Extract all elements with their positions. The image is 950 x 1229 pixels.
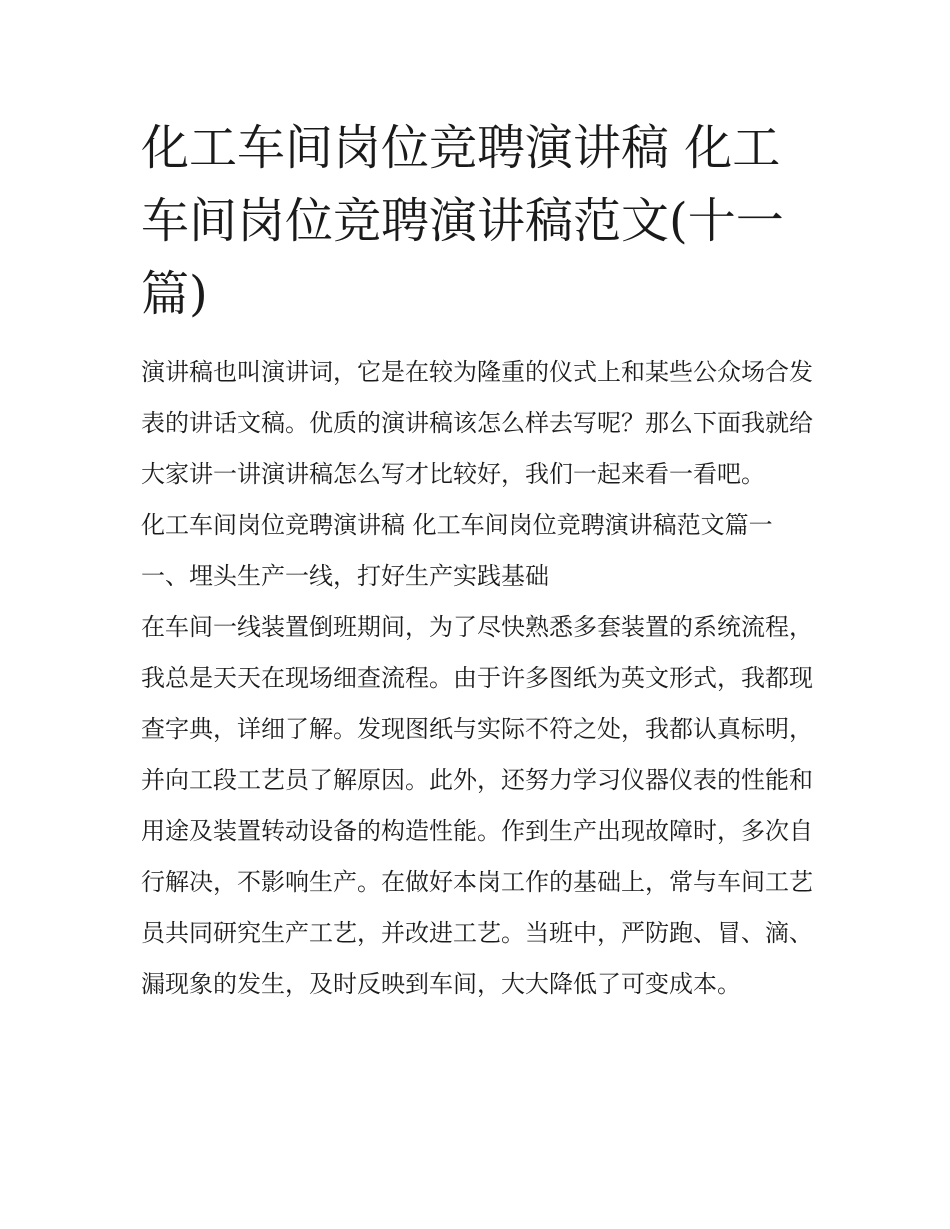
- document-content: [141, 112, 813, 1010]
- body-paragraph: 在车间一线装置倒班期间，为了尽快熟悉多套装置的系统流程，我总是天天在现场细查流程。由于许多图纸为英文形式，我都现查字典，详细了解。发现图纸与实际不符之处，我都认真标明，并向工段工艺员了解原因。此外，还努力学习仪器仪表的性能和用途及装置转动设备的构造性能。作到生产出现故障时，多次自行解决，不影响生产。在做好本岗工作的基础上，常与车间工艺员共同研究生产工艺，并改进工艺。当班中，严防跑、冒、滴、漏现象的发生，及时反映到车间，大大降低了可变成本。: [141, 613, 813, 998]
- section-subheading: 一、埋头生产一线，打好生产实践基础: [141, 562, 549, 590]
- intro-paragraph: 演讲稿也叫演讲词，它是在较为隆重的仪式上和某些公众场合发表的讲话文稿。优质的演讲稿该怎么样去写呢？那么下面我就给大家讲一讲演讲稿怎么写才比较好，我们一起来看一看吧。: [141, 358, 813, 488]
- document-title: 化工车间岗位竞聘演讲稿 化工车间岗位竞聘演讲稿范文(十一篇): [141, 120, 784, 322]
- section-title: 化工车间岗位竞聘演讲稿 化工车间岗位竞聘演讲稿范文篇一: [141, 511, 773, 539]
